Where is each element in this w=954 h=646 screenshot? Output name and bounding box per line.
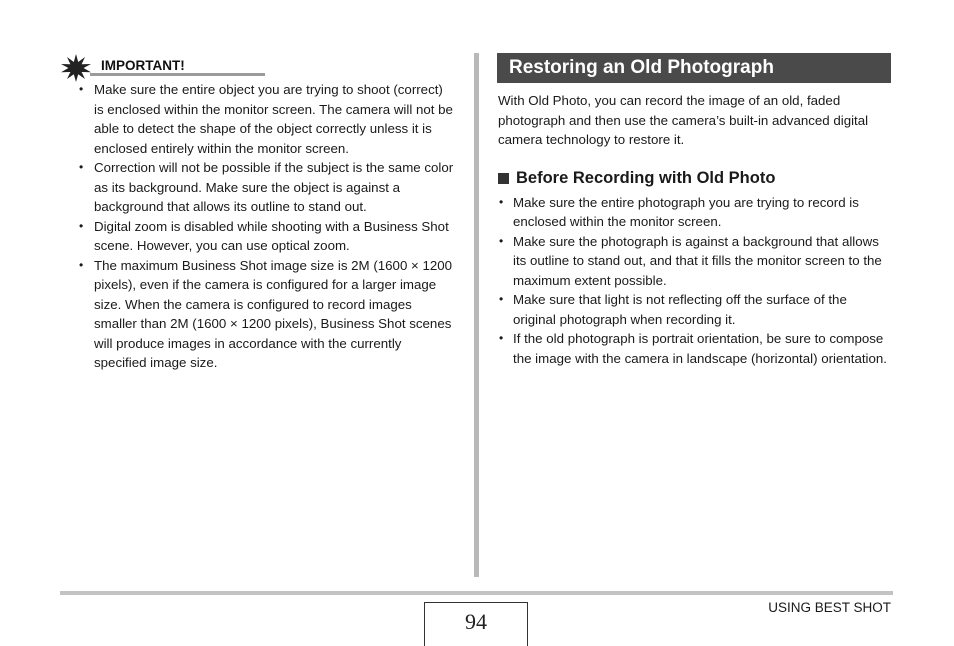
important-rule: [90, 73, 265, 76]
important-note: [60, 54, 456, 373]
list-item: • Make sure the entire photograph you are trying to record is enclosed within the monitor screen.: [497, 193, 893, 232]
list-item: • If the old photograph is portrait orientation, be sure to compose the image with the camera in landscape (horizontal) orientation.: [497, 329, 893, 368]
subheading: [498, 169, 893, 188]
starburst-icon: [60, 54, 92, 82]
important-header: [60, 54, 456, 80]
list-item: • Make sure the photograph is against a background that allows its outline to stand out, and that it fills the monitor screen to the maximum extent possible.: [497, 232, 893, 291]
column-divider: [474, 53, 479, 577]
before-recording-list: [497, 193, 893, 369]
list-item: • Digital zoom is disabled while shooting with a Business Shot scene. However, you can use optical zoom.: [60, 217, 456, 256]
square-bullet-icon: [498, 173, 509, 184]
list-item: • Correction will not be possible if the subject is the same color as its background. Make sure the object is against a background that allows its outline to stand out.: [60, 158, 456, 217]
list-item: • The maximum Business Shot image size is 2M (1600 × 1200 pixels), even if the camera is configured for a larger image size. When the camera is configured to record images smaller than 2M (1600 × 1200 pixels), Business Shot scenes will produce images in accordance with the currently specified image size.: [60, 256, 456, 373]
list-item: • Make sure the entire object you are trying to shoot (correct) is enclosed within the monitor screen. The camera will not be able to detect the shape of the object correctly unless it is enclosed entirely within the monitor screen.: [60, 80, 456, 158]
section-title: Restoring an Old Photograph: [497, 53, 891, 83]
important-list: [60, 80, 456, 373]
important-label: IMPORTANT!: [101, 58, 185, 73]
restoring-section: [497, 53, 893, 368]
chapter-label: USING BEST SHOT: [768, 600, 891, 615]
subheading-text: Before Recording with Old Photo: [516, 168, 776, 187]
section-intro: With Old Photo, you can record the image of an old, faded photograph and then use the camera’s built-in advanced digital camera technology to restore it.: [498, 93, 869, 147]
footer-rule: [60, 591, 893, 595]
list-item: • Make sure that light is not reflecting off the surface of the original photograph when recording it.: [497, 290, 893, 329]
page-number: 94: [424, 602, 528, 646]
